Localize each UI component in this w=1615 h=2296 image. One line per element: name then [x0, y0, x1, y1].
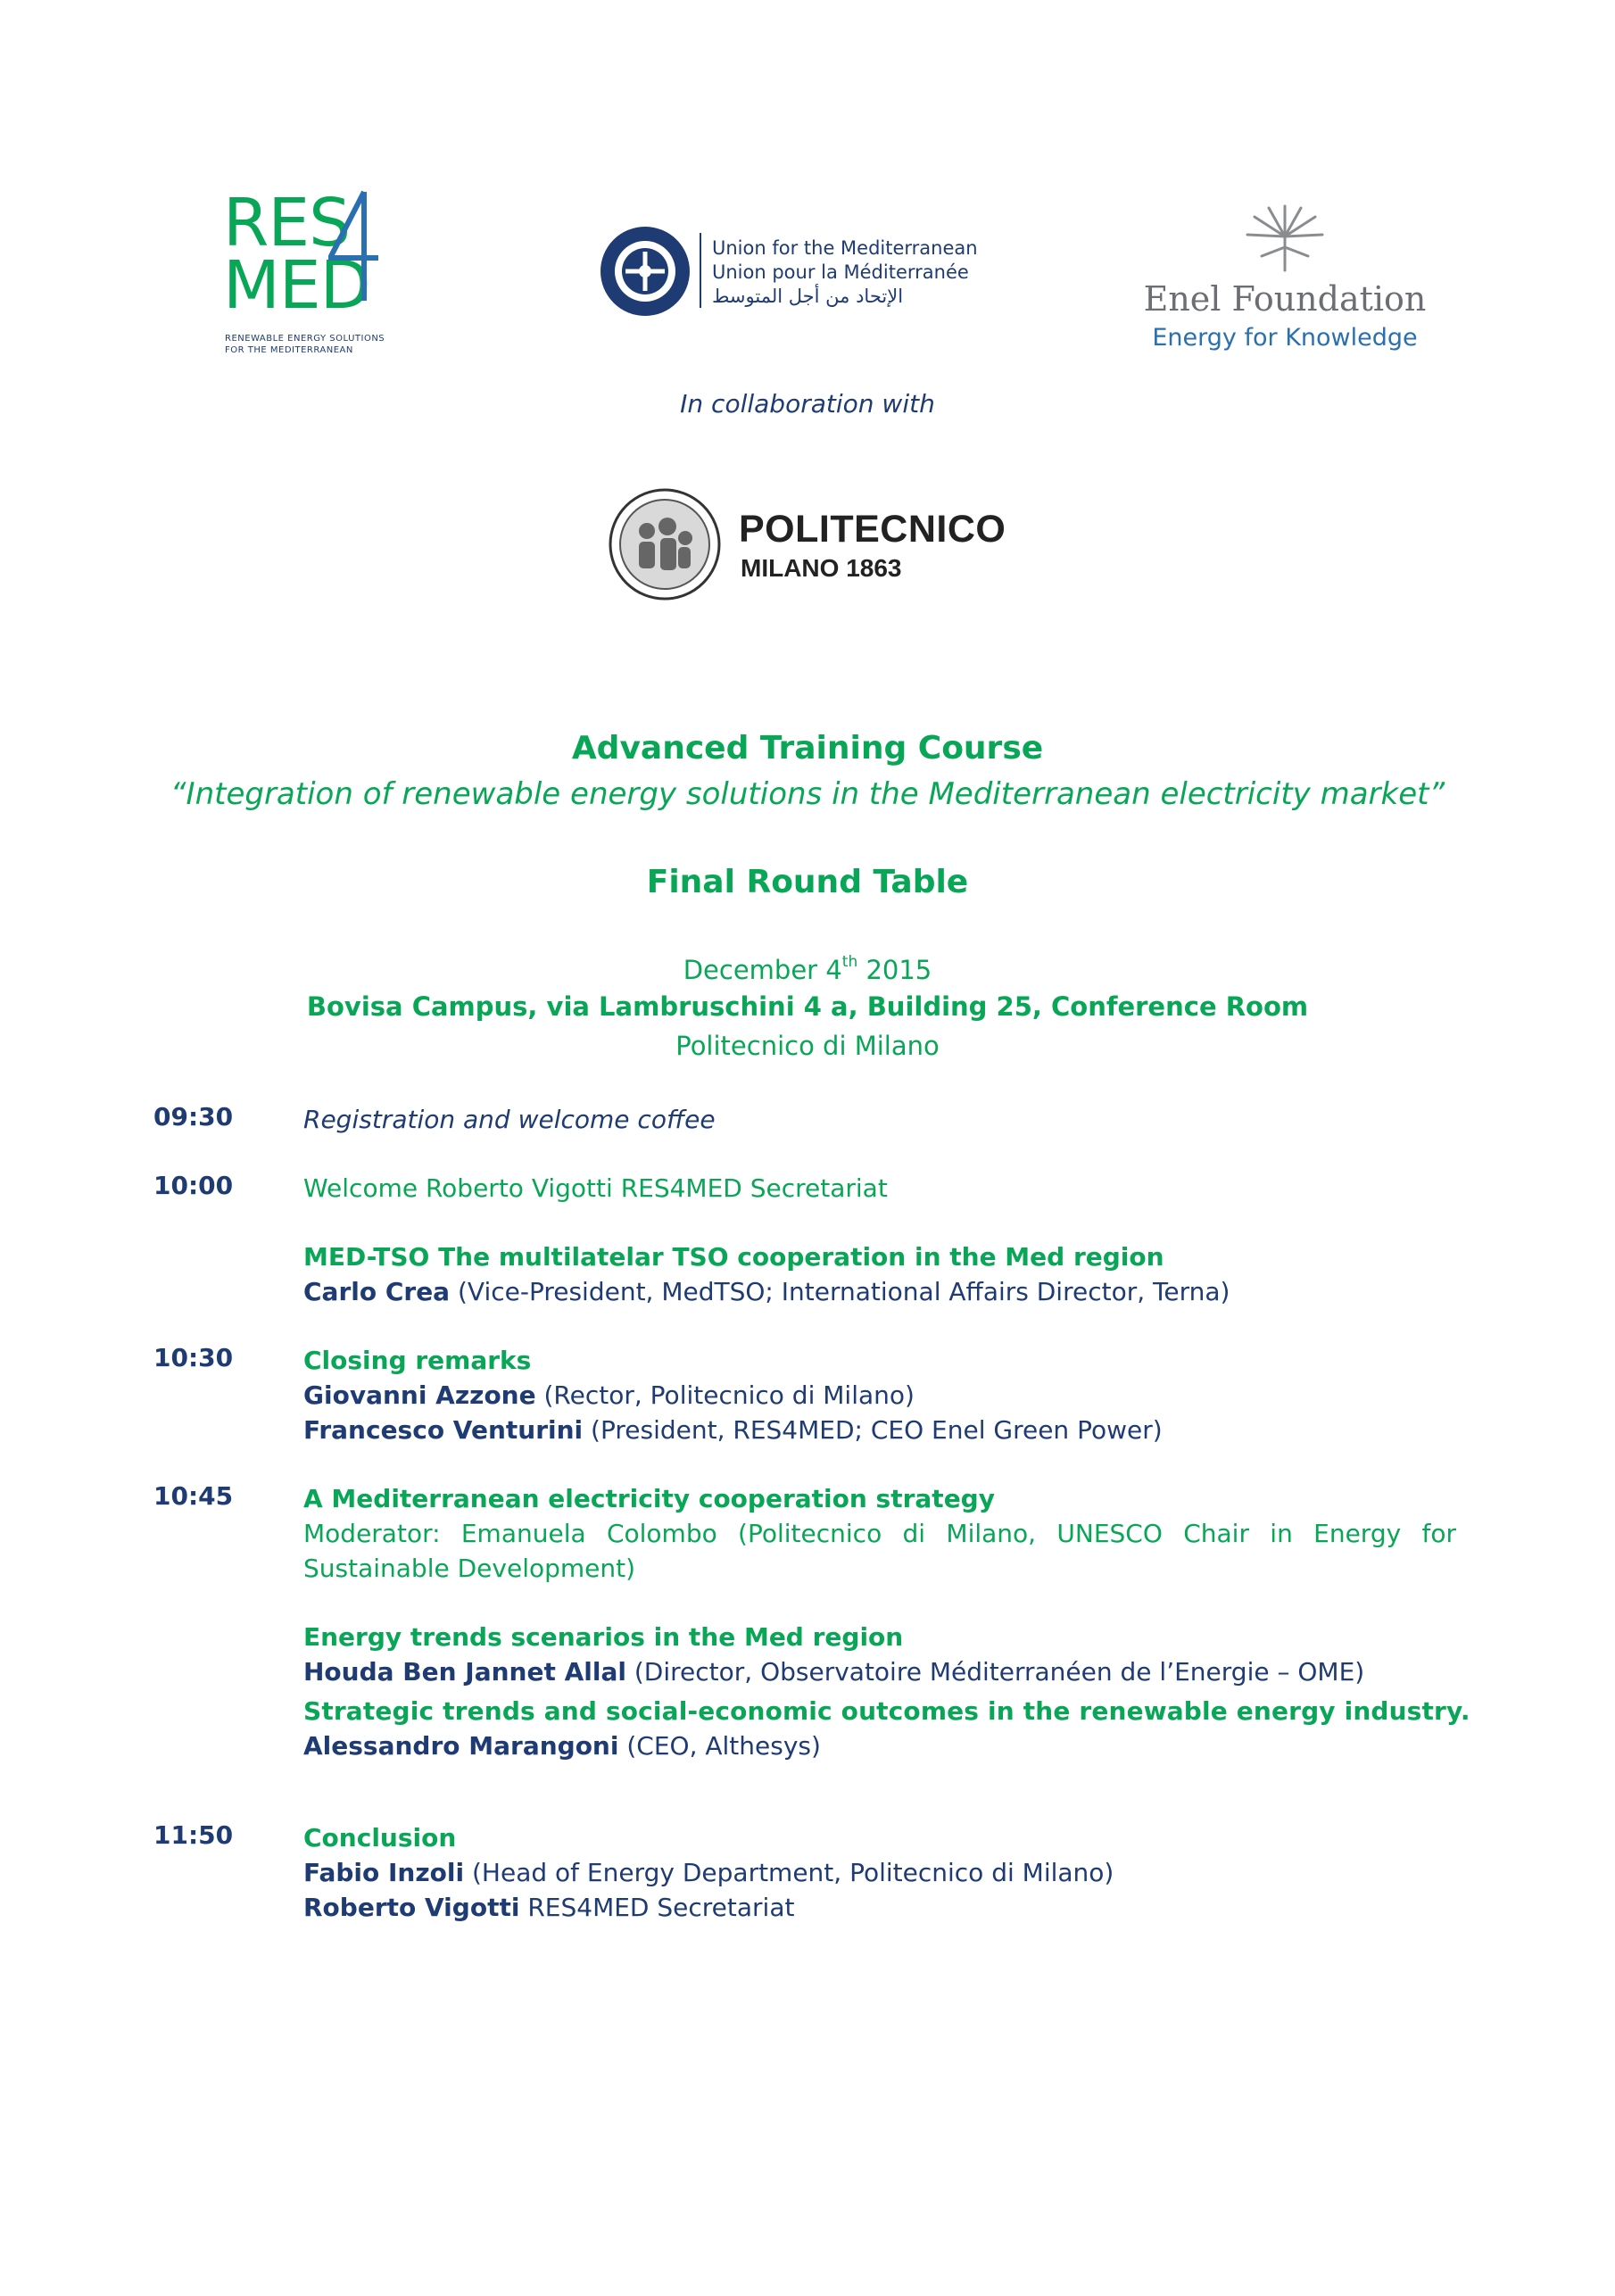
welcome-line: Welcome Roberto Vigotti RES4MED Secretariat — [303, 1173, 888, 1203]
res4med-logo-line2: MED — [223, 247, 370, 324]
slot-text: Registration and welcome coffee — [303, 1105, 716, 1134]
course-subtitle: “Integration of renewable energy solutions in the Mediterranean electricity market” — [170, 776, 1445, 812]
res4med-logo — [223, 185, 385, 366]
talk-title: MED-TSO The multilatelar TSO cooperation in the Med region — [303, 1242, 1164, 1272]
slot-time: 10:30 — [153, 1343, 234, 1372]
session-title: Conclusion — [303, 1823, 457, 1853]
speaker-line: Alessandro Marangoni (CEO, Althesys) — [303, 1731, 821, 1761]
ufm-names: Union for the Mediterranean Union pour la Méditerranée الإتحاد من أجل المتوسط — [712, 237, 978, 307]
slot-time: 10:45 — [153, 1481, 234, 1511]
enel-foundation-name: Enel Foundation — [1143, 279, 1427, 319]
speaker-line: Francesco Venturini (President, RES4MED; CEO Enel Green Power) — [303, 1415, 1163, 1445]
ufm-emblem-icon — [598, 224, 692, 319]
enel-foundation-logo — [1133, 201, 1437, 361]
four-mark-icon — [328, 188, 380, 304]
session-title: Closing remarks — [303, 1346, 532, 1375]
speaker-line: Roberto Vigotti RES4MED Secretariat — [303, 1893, 795, 1922]
moderator-line: Moderator: Emanuela Colombo (Politecnico di Milano, UNESCO Chair in Energy for — [303, 1519, 1456, 1548]
ufm-logo — [598, 219, 978, 326]
event-title: Final Round Table — [646, 864, 969, 900]
session-title: A Mediterranean electricity cooperation strategy — [303, 1484, 995, 1513]
slot-time: 10:00 — [153, 1171, 234, 1200]
enel-flower-icon — [1242, 201, 1328, 272]
enel-foundation-tagline: Energy for Knowledge — [1152, 324, 1418, 352]
event-institution: Politecnico di Milano — [675, 1031, 940, 1061]
speaker-line: Giovanni Azzone (Rector, Politecnico di Milano) — [303, 1380, 915, 1410]
res4med-logo-subtitle: RENEWABLE ENERGY SOLUTIONS FOR THE MEDITERRANEAN — [225, 334, 385, 355]
speaker-line: Carlo Crea (Vice-President, MedTSO; International Affairs Director, Terna) — [303, 1277, 1230, 1306]
talk-title: Energy trends scenarios in the Med region — [303, 1622, 904, 1652]
politecnico-logo — [607, 486, 1006, 607]
slot-time: 11:50 — [153, 1820, 234, 1850]
ufm-divider — [700, 233, 701, 308]
slot-time: 09:30 — [153, 1102, 234, 1131]
politecnico-subname: MILANO 1863 — [741, 554, 902, 582]
talk-title: Strategic trends and social-economic outcomes in the renewable energy industry. — [303, 1696, 1470, 1726]
event-venue: Bovisa Campus, via Lambruschini 4 a, Building 25, Conference Room — [306, 991, 1309, 1022]
res4med-logo-line1: RES — [223, 185, 351, 261]
course-title: Advanced Training Course — [571, 730, 1044, 767]
politecnico-name: POLITECNICO — [739, 508, 1006, 551]
speaker-line: Fabio Inzoli (Head of Energy Department, Politecnico di Milano) — [303, 1858, 1114, 1887]
event-date: December 4th 2015 — [683, 953, 932, 985]
speaker-line: Houda Ben Jannet Allal (Director, Observatoire Méditerranéen de l’Energie – OME) — [303, 1657, 1365, 1687]
collaboration-label: In collaboration with — [680, 389, 935, 419]
politecnico-seal-icon — [607, 486, 723, 602]
moderator-line-cont: Sustainable Development) — [303, 1554, 636, 1583]
